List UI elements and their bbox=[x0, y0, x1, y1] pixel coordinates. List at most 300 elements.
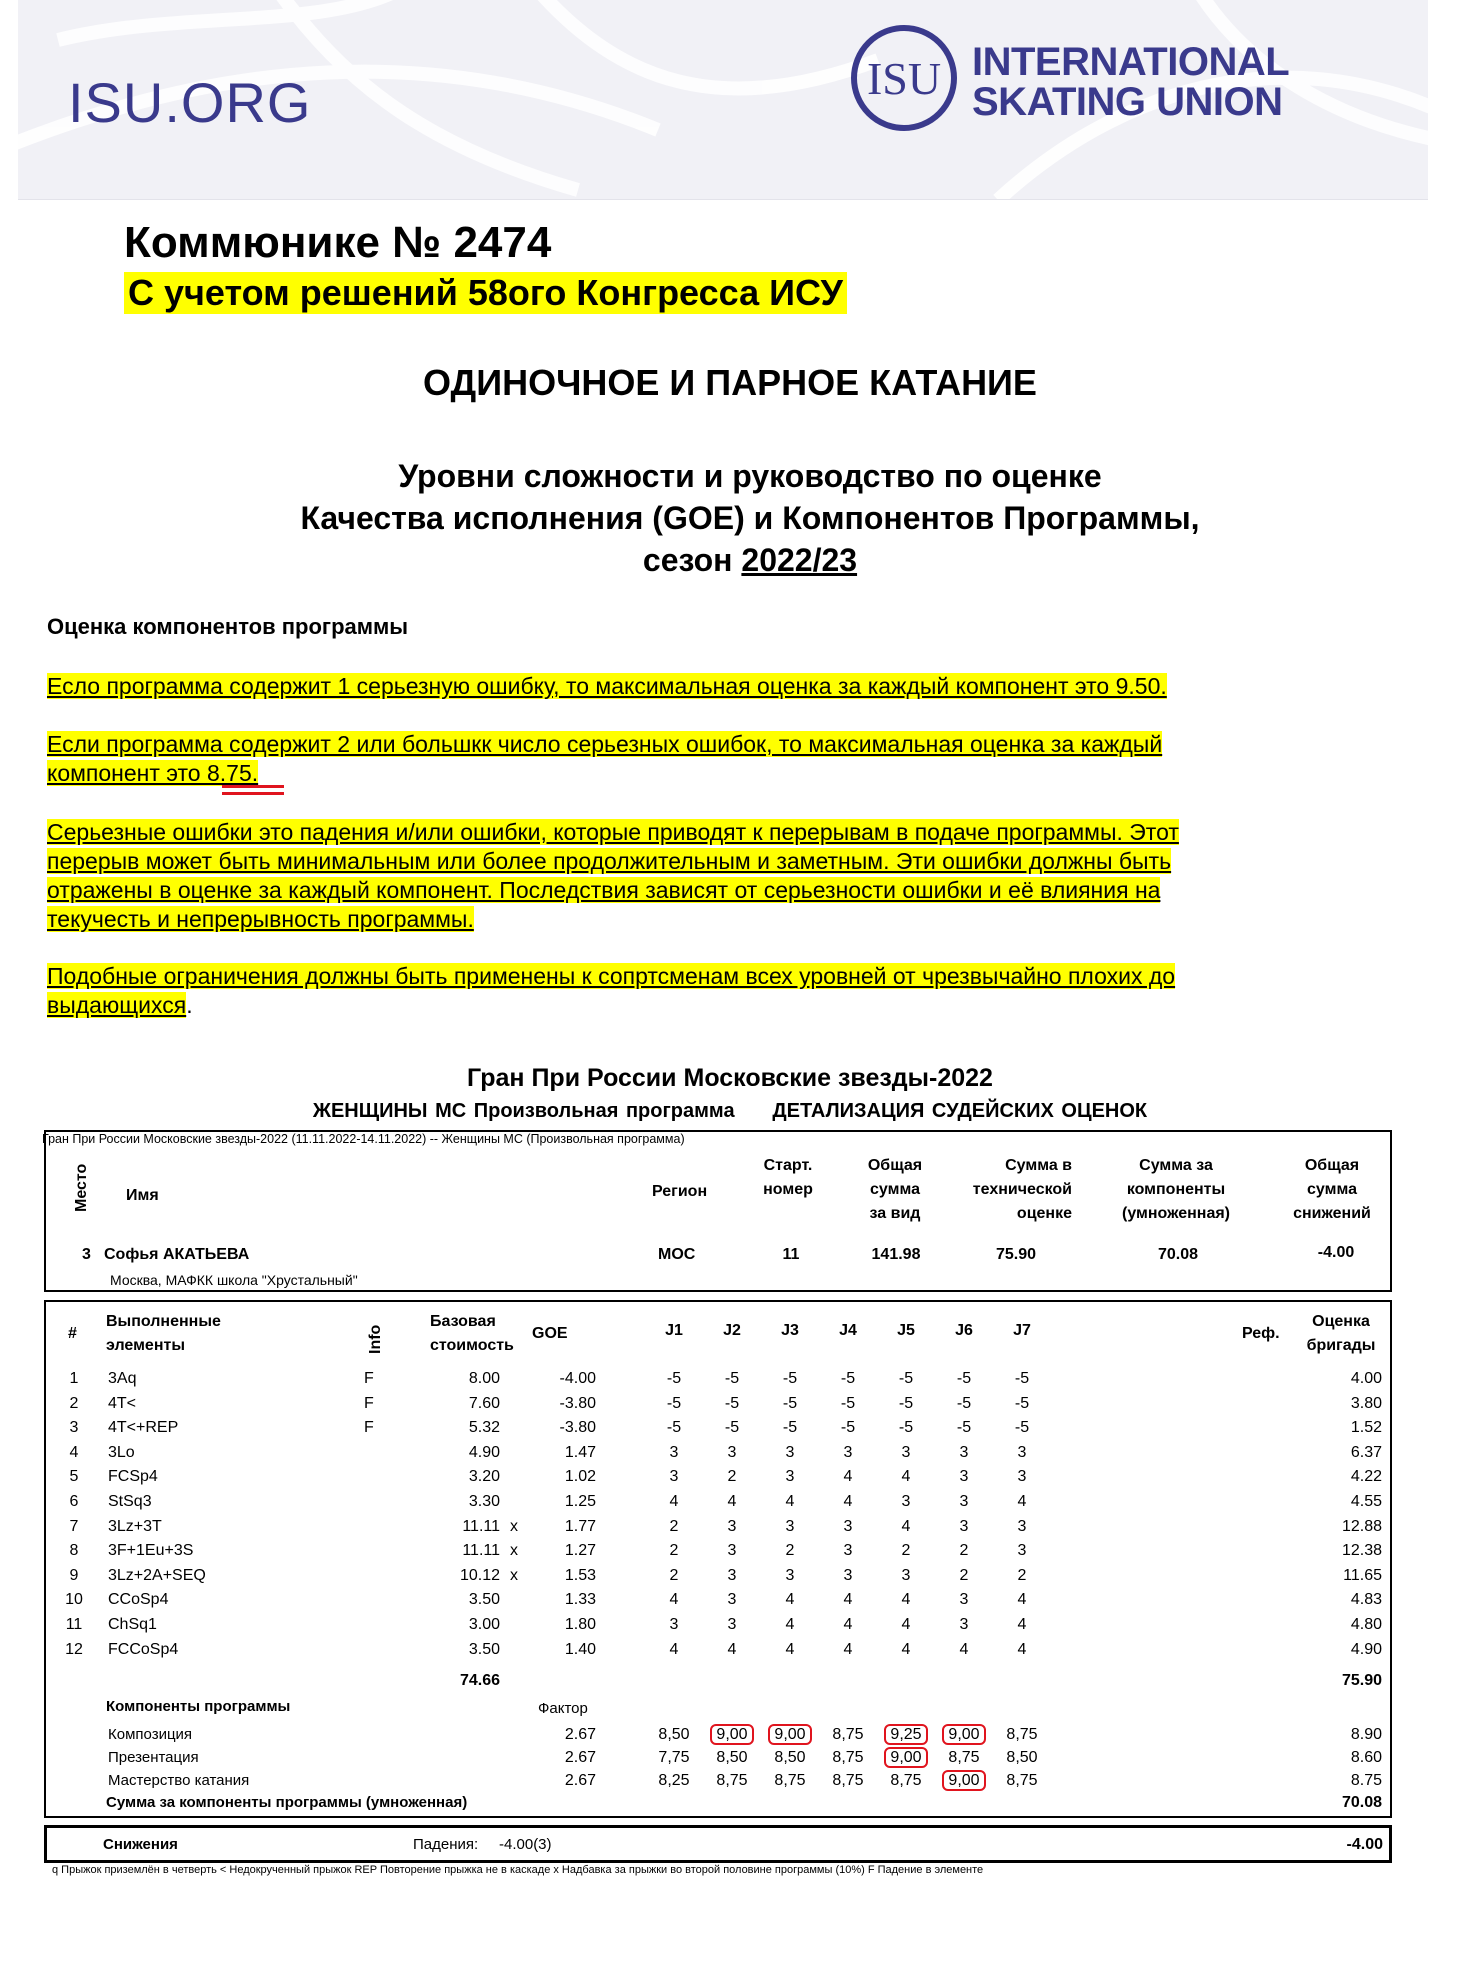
judge-header-6: J6 bbox=[955, 1322, 973, 1339]
element-goe: -3.80 bbox=[559, 1394, 596, 1412]
document-subtitle: С учетом решений 58ого Конгресса ИСУ bbox=[124, 272, 847, 314]
component-judge-score-value: 8,50 bbox=[716, 1749, 748, 1766]
component-judge-score bbox=[644, 1749, 704, 1767]
element-judge-score: -5 bbox=[782, 1394, 798, 1412]
component-judge-score bbox=[818, 1726, 878, 1744]
skater-deductions: -4.00 bbox=[1317, 1244, 1355, 1261]
element-code: CCoSp4 bbox=[108, 1591, 169, 1609]
element-judge-score: 4 bbox=[727, 1493, 737, 1510]
document-title: Коммюнике № 2474 bbox=[124, 218, 552, 267]
component-judge-score bbox=[876, 1772, 936, 1790]
element-judge-score: 3 bbox=[727, 1566, 737, 1584]
element-base-value: 3.30 bbox=[468, 1493, 500, 1510]
element-code: 3Lz+2A+SEQ bbox=[108, 1566, 206, 1584]
paragraph-4 bbox=[47, 962, 1347, 1020]
element-number: 2 bbox=[69, 1394, 79, 1412]
header-place: Место bbox=[73, 1163, 90, 1213]
element-number: 10 bbox=[65, 1591, 83, 1609]
header-ded-line-2: сумма bbox=[1307, 1181, 1357, 1198]
heading-line-1: Уровни сложности и руководство по оценке bbox=[398, 458, 1102, 494]
paragraph-1 bbox=[47, 672, 1347, 701]
element-code: ChSq1 bbox=[108, 1616, 157, 1633]
component-score: 8.75 bbox=[1350, 1772, 1382, 1789]
component-judge-score-value: 9,00 bbox=[942, 1770, 985, 1791]
falls-value: -4.00(3) bbox=[499, 1836, 552, 1853]
element-judge-score: 3 bbox=[959, 1591, 969, 1609]
skater-club: Москва, МАФКК школа "Хрустальный" bbox=[110, 1272, 358, 1288]
judge-header-1: J1 bbox=[665, 1322, 683, 1339]
element-judge-score: 3 bbox=[727, 1616, 737, 1633]
element-panel-score: 3.80 bbox=[1350, 1394, 1382, 1412]
element-judge-score: 4 bbox=[669, 1591, 679, 1609]
paragraph-3-line-4: текучесть и непрерывность программы. bbox=[47, 906, 474, 932]
element-judge-score: -5 bbox=[666, 1394, 682, 1412]
component-score: 8.90 bbox=[1350, 1726, 1382, 1743]
header-start bbox=[748, 1154, 828, 1202]
element-panel-score: 4.80 bbox=[1350, 1616, 1382, 1633]
paragraph-4-line-1: Подобные ограничения должны быть применены к сопртсменам всех уровней от чрезвычайно плохих до bbox=[47, 963, 1176, 989]
isu-logo-text bbox=[972, 42, 1289, 122]
element-code: 3Aq bbox=[108, 1370, 137, 1387]
pc-heading: Оценка компонентов программы bbox=[47, 614, 409, 639]
element-judge-score: 3 bbox=[959, 1616, 969, 1633]
element-judge-score: 3 bbox=[959, 1493, 969, 1510]
elements-header-goe: GOE bbox=[532, 1325, 568, 1342]
skater-region: МОС bbox=[658, 1246, 696, 1263]
component-judge-score-circled bbox=[702, 1726, 762, 1744]
element-judge-score: 2 bbox=[959, 1566, 969, 1584]
logo-line-2: SKATING UNION bbox=[972, 80, 1283, 124]
header-tes-line-3: оценке bbox=[1016, 1205, 1072, 1222]
section-title: ОДИНОЧНОЕ И ПАРНОЕ КАТАНИЕ bbox=[423, 362, 1037, 403]
element-base-value: 3.50 bbox=[468, 1640, 500, 1658]
element-judge-score: 4 bbox=[843, 1591, 853, 1609]
element-goe: 1.80 bbox=[564, 1616, 596, 1633]
header-ded-line-3: снижений bbox=[1293, 1205, 1371, 1222]
element-number: 8 bbox=[69, 1542, 79, 1560]
element-panel-score: 4.22 bbox=[1350, 1468, 1382, 1486]
header-total-line-2: сумма bbox=[870, 1181, 920, 1198]
element-base-value: 7.60 bbox=[468, 1394, 500, 1412]
element-base-value: 3.00 bbox=[468, 1616, 500, 1633]
element-judge-score: 4 bbox=[727, 1640, 737, 1658]
paragraph-2-line-1: Если программа содержит 2 или большкк число серьезных ошибок, то максимальная оценка за каждый bbox=[47, 731, 1163, 757]
paragraph-3-line-2: перерыв может быть минимальным или более продолжительным и заметным. Эти ошибки должны быть bbox=[47, 848, 1172, 874]
season-prefix: сезон bbox=[642, 542, 742, 578]
element-judge-score: -5 bbox=[1014, 1370, 1030, 1387]
component-name: Презентация bbox=[108, 1749, 199, 1766]
component-judge-score-circled bbox=[760, 1726, 820, 1744]
element-judge-score: -5 bbox=[898, 1419, 914, 1437]
paragraph-3-line-1: Серьезные ошибки это падения и/или ошибки, которые приводят к перерывам в подаче программы. Этот bbox=[47, 819, 1179, 845]
element-judge-score: 2 bbox=[727, 1468, 737, 1486]
component-factor: 2.67 bbox=[564, 1726, 596, 1743]
component-judge-score-value: 9,00 bbox=[768, 1724, 811, 1745]
element-panel-score: 4.83 bbox=[1350, 1591, 1382, 1609]
judge-header-5: J5 bbox=[897, 1322, 915, 1339]
skater-total: 141.98 bbox=[871, 1246, 921, 1263]
element-judge-score: 3 bbox=[785, 1443, 795, 1461]
header-pcs-line-3: (умноженная) bbox=[1122, 1205, 1230, 1222]
component-judge-score-value: 8,50 bbox=[658, 1726, 690, 1743]
header-deductions bbox=[1282, 1154, 1382, 1226]
element-base-value: 11.11 bbox=[462, 1542, 500, 1560]
components-label: Компоненты программы bbox=[106, 1698, 291, 1715]
element-code: 3F+1Eu+3S bbox=[108, 1542, 194, 1560]
component-judge-score-circled bbox=[934, 1726, 994, 1744]
header-tes bbox=[936, 1154, 1072, 1226]
element-judge-score: -5 bbox=[724, 1394, 740, 1412]
element-base-value: 3.20 bbox=[468, 1468, 500, 1486]
skater-name: Софья АКАТЬЕВА bbox=[104, 1246, 250, 1263]
element-base-value: 3.50 bbox=[468, 1591, 500, 1609]
component-factor: 2.67 bbox=[564, 1749, 596, 1766]
element-code: 4T< bbox=[108, 1394, 137, 1412]
element-judge-score: 4 bbox=[843, 1640, 853, 1658]
elements-header-elements-2: элементы bbox=[106, 1337, 185, 1354]
element-judge-score: 4 bbox=[669, 1640, 679, 1658]
element-judge-score: 4 bbox=[785, 1616, 795, 1633]
header-pcs-line-1: Сумма за bbox=[1139, 1157, 1213, 1174]
element-panel-score: 4.90 bbox=[1350, 1640, 1382, 1658]
header-total-line-1: Общая bbox=[867, 1157, 923, 1174]
header-start-line-2: номер bbox=[763, 1181, 813, 1198]
paragraph-3-line-3: отражены в оценке за каждый компонент. Последствия зависят от серьезности ошибки и её влияния на bbox=[47, 877, 1161, 903]
element-judge-score: 3 bbox=[1017, 1542, 1027, 1560]
skater-start: 11 bbox=[782, 1246, 800, 1263]
element-judge-score: 4 bbox=[843, 1493, 853, 1510]
paragraph-4-line-2: выдающихся bbox=[47, 992, 187, 1018]
component-judge-score-value: 8,75 bbox=[774, 1772, 806, 1789]
paragraph-2-line-2: компонент это 8.75. bbox=[47, 760, 259, 786]
element-number: 1 bbox=[69, 1370, 79, 1387]
element-judge-score: 4 bbox=[1017, 1591, 1027, 1609]
component-judge-score-value: 9,00 bbox=[710, 1724, 753, 1745]
element-number: 4 bbox=[69, 1443, 79, 1461]
element-base-value: 8.00 bbox=[468, 1370, 500, 1387]
element-judge-score: -5 bbox=[840, 1394, 856, 1412]
element-judge-score: -5 bbox=[666, 1370, 682, 1387]
element-judge-score: 3 bbox=[669, 1468, 679, 1486]
element-judge-score: -5 bbox=[724, 1370, 740, 1387]
component-judge-score bbox=[644, 1772, 704, 1790]
component-judge-score-circled bbox=[876, 1726, 936, 1744]
header-ded-line-1: Общая bbox=[1304, 1157, 1360, 1174]
component-name: Мастерство катания bbox=[108, 1772, 250, 1789]
element-judge-score: 3 bbox=[959, 1517, 969, 1535]
element-judge-score: 4 bbox=[1017, 1493, 1027, 1510]
element-judge-score: 4 bbox=[1017, 1616, 1027, 1633]
element-info: F bbox=[364, 1419, 374, 1437]
component-judge-score-circled bbox=[934, 1772, 994, 1790]
protocol-title: Гран При России Московские звезды-2022 bbox=[467, 1064, 993, 1092]
pcs-sum-value: 70.08 bbox=[1341, 1794, 1382, 1811]
element-number: 12 bbox=[65, 1640, 83, 1658]
header-tes-line-1: Сумма в bbox=[1005, 1157, 1072, 1174]
element-judge-score: 3 bbox=[785, 1468, 795, 1486]
skater-summary-box bbox=[44, 1130, 1392, 1292]
logo-line-1: INTERNATIONAL bbox=[972, 40, 1290, 84]
element-judge-score: -5 bbox=[666, 1419, 682, 1437]
component-judge-score-value: 9,00 bbox=[942, 1724, 985, 1745]
element-goe: -3.80 bbox=[559, 1419, 596, 1437]
element-judge-score: 2 bbox=[1017, 1566, 1027, 1584]
component-name: Композиция bbox=[108, 1726, 193, 1743]
paragraph-1-text: Есло программа содержит 1 серьезную ошибку, то максимальная оценка за каждый компонент это 9.50. bbox=[47, 673, 1167, 699]
protocol-caption: Гран При России Московские звезды-2022 (11.11.2022-14.11.2022) -- Женщины МС (Произвольная программа) bbox=[42, 1132, 685, 1146]
element-bonus-marker: x bbox=[510, 1517, 518, 1535]
header-name: Имя bbox=[126, 1187, 159, 1204]
protocol-subtitle-detail: ДЕТАЛИЗАЦИЯ СУДЕЙСКИХ ОЦЕНОК bbox=[772, 1100, 1148, 1122]
element-judge-score: -5 bbox=[898, 1370, 914, 1387]
falls-label: Падения: bbox=[413, 1836, 479, 1853]
header-region: Регион bbox=[652, 1183, 708, 1200]
skater-tes: 75.90 bbox=[995, 1246, 1037, 1263]
tes-total: 75.90 bbox=[1341, 1672, 1382, 1689]
judge-header-7: J7 bbox=[1013, 1322, 1031, 1339]
component-factor: 2.67 bbox=[564, 1772, 596, 1789]
element-base-value: 4.90 bbox=[468, 1443, 500, 1461]
element-judge-score: 4 bbox=[901, 1468, 911, 1486]
element-code: 3Lz+3T bbox=[108, 1517, 162, 1535]
element-judge-score: -5 bbox=[1014, 1394, 1030, 1412]
element-judge-score: -5 bbox=[724, 1419, 740, 1437]
header-start-line-1: Старт. bbox=[763, 1157, 813, 1174]
component-judge-score-value: 7,75 bbox=[658, 1749, 690, 1766]
component-judge-score bbox=[818, 1772, 878, 1790]
element-judge-score: 2 bbox=[959, 1542, 969, 1560]
element-judge-score: 2 bbox=[901, 1542, 911, 1560]
element-judge-score: -5 bbox=[898, 1394, 914, 1412]
component-judge-score-value: 8,75 bbox=[832, 1749, 864, 1766]
component-judge-score-value: 8,75 bbox=[890, 1772, 922, 1789]
elements-header-elements-1: Выполненные bbox=[106, 1313, 221, 1330]
element-judge-score: 4 bbox=[843, 1616, 853, 1633]
paragraph-2 bbox=[47, 730, 1347, 788]
element-judge-score: 4 bbox=[669, 1493, 679, 1510]
paragraph-3 bbox=[47, 818, 1347, 934]
element-judge-score: 3 bbox=[727, 1517, 737, 1535]
element-goe: -4.00 bbox=[559, 1370, 596, 1387]
heading-line-2: Качества исполнения (GOE) и Компонентов Программы, bbox=[300, 500, 1200, 536]
element-code: StSq3 bbox=[108, 1493, 152, 1510]
elements-header-base-1: Базовая bbox=[430, 1313, 496, 1330]
element-goe: 1.25 bbox=[564, 1493, 596, 1510]
component-judge-score-value: 8,75 bbox=[1006, 1772, 1038, 1789]
elements-header-base-2: стоимость bbox=[430, 1337, 514, 1354]
component-judge-score-value: 8,50 bbox=[774, 1749, 806, 1766]
skater-pcs: 70.08 bbox=[1157, 1246, 1199, 1263]
element-panel-score: 6.37 bbox=[1350, 1443, 1382, 1461]
element-judge-score: 3 bbox=[1017, 1443, 1027, 1461]
protocol-subtitle-event: ЖЕНЩИНЫ МС Произвольная программа bbox=[312, 1100, 735, 1122]
component-judge-score-value: 8,75 bbox=[948, 1749, 980, 1766]
element-goe: 1.47 bbox=[564, 1443, 596, 1461]
element-judge-score: -5 bbox=[782, 1370, 798, 1387]
component-judge-score bbox=[818, 1749, 878, 1767]
elements-header-info: Info bbox=[367, 1324, 384, 1354]
element-judge-score: -5 bbox=[956, 1370, 972, 1387]
element-number: 3 bbox=[69, 1419, 79, 1437]
paragraph-4-end: . bbox=[186, 992, 193, 1018]
element-number: 5 bbox=[69, 1468, 79, 1486]
element-panel-score: 1.52 bbox=[1350, 1419, 1382, 1437]
element-base-value: 11.11 bbox=[462, 1517, 500, 1535]
element-judge-score: 3 bbox=[843, 1517, 853, 1535]
element-judge-score: 3 bbox=[1017, 1468, 1027, 1486]
element-judge-score: -5 bbox=[782, 1419, 798, 1437]
elements-header-score-2: бригады bbox=[1306, 1337, 1376, 1354]
element-judge-score: 3 bbox=[843, 1566, 853, 1584]
element-judge-score: 3 bbox=[959, 1468, 969, 1486]
deductions-box bbox=[44, 1825, 1392, 1863]
elements-header-num: # bbox=[68, 1325, 77, 1342]
element-judge-score: 3 bbox=[901, 1566, 911, 1584]
element-number: 11 bbox=[65, 1616, 83, 1633]
element-base-value: 5.32 bbox=[468, 1419, 500, 1437]
component-judge-score-value: 8,25 bbox=[658, 1772, 690, 1789]
element-judge-score: -5 bbox=[840, 1419, 856, 1437]
element-judge-score: 3 bbox=[669, 1443, 679, 1461]
element-judge-score: 3 bbox=[959, 1443, 969, 1461]
element-judge-score: 3 bbox=[901, 1493, 911, 1510]
element-judge-score: -5 bbox=[956, 1394, 972, 1412]
judge-header-4: J4 bbox=[839, 1322, 857, 1339]
element-bonus-marker: x bbox=[510, 1566, 518, 1584]
element-judge-score: 3 bbox=[1017, 1517, 1027, 1535]
protocol-subtitle bbox=[0, 1100, 1460, 1123]
element-goe: 1.33 bbox=[564, 1591, 596, 1609]
skater-place: 3 bbox=[82, 1246, 91, 1263]
header-pcs bbox=[1106, 1154, 1246, 1226]
component-judge-score-circled bbox=[876, 1749, 936, 1767]
elements-header-elements bbox=[106, 1310, 221, 1358]
element-code: 3Lo bbox=[108, 1443, 135, 1461]
element-judge-score: 4 bbox=[785, 1640, 795, 1658]
element-judge-score: 4 bbox=[901, 1616, 911, 1633]
component-judge-score-value: 9,25 bbox=[884, 1724, 927, 1745]
element-judge-score: 4 bbox=[901, 1591, 911, 1609]
elements-box bbox=[44, 1300, 1392, 1818]
element-goe: 1.53 bbox=[564, 1566, 596, 1584]
base-total: 74.66 bbox=[459, 1672, 500, 1689]
element-judge-score: 3 bbox=[727, 1591, 737, 1609]
element-judge-score: -5 bbox=[1014, 1419, 1030, 1437]
heading-line-3 bbox=[0, 542, 1460, 579]
element-judge-score: 3 bbox=[843, 1542, 853, 1560]
pcs-sum-label: Сумма за компоненты программы (умноженная) bbox=[106, 1794, 468, 1811]
season-value: 2022/23 bbox=[741, 542, 858, 578]
judge-header-2: J2 bbox=[723, 1322, 741, 1339]
element-judge-score: 3 bbox=[727, 1542, 737, 1560]
element-number: 9 bbox=[69, 1566, 79, 1584]
element-judge-score: 4 bbox=[785, 1493, 795, 1510]
element-judge-score: 3 bbox=[901, 1443, 911, 1461]
element-judge-score: 4 bbox=[843, 1468, 853, 1486]
component-judge-score-value: 8,75 bbox=[832, 1726, 864, 1743]
deductions-label: Снижения bbox=[103, 1836, 178, 1853]
element-judge-score: -5 bbox=[840, 1370, 856, 1387]
element-panel-score: 12.88 bbox=[1341, 1517, 1382, 1535]
element-goe: 1.02 bbox=[564, 1468, 596, 1486]
judge-header-3: J3 bbox=[781, 1322, 799, 1339]
element-panel-score: 11.65 bbox=[1343, 1566, 1382, 1584]
component-judge-score-value: 8,75 bbox=[832, 1772, 864, 1789]
element-judge-score: 3 bbox=[843, 1443, 853, 1461]
element-goe: 1.40 bbox=[564, 1640, 596, 1658]
factor-label: Фактор bbox=[538, 1700, 588, 1717]
component-judge-score-value: 8,50 bbox=[1006, 1749, 1038, 1766]
component-judge-score bbox=[934, 1749, 994, 1767]
element-panel-score: 12.38 bbox=[1341, 1542, 1382, 1560]
component-judge-score-value: 8,75 bbox=[716, 1772, 748, 1789]
element-number: 6 bbox=[69, 1493, 79, 1510]
element-base-value: 10.12 bbox=[459, 1566, 500, 1584]
element-judge-score: 2 bbox=[785, 1542, 795, 1560]
element-judge-score: 3 bbox=[785, 1566, 795, 1584]
abbreviations-footnote: q Прыжок приземлён в четверть < Недокрученный прыжок REP Повторение прыжка не в каскаде x Надбавка за прыжки во второй половине программы (10%) F Падение в элементе bbox=[52, 1864, 984, 1876]
header-total bbox=[850, 1154, 940, 1226]
element-number: 7 bbox=[69, 1517, 79, 1535]
element-goe: 1.27 bbox=[564, 1542, 596, 1560]
deductions-total: -4.00 bbox=[1346, 1836, 1383, 1853]
element-judge-score: 2 bbox=[669, 1517, 679, 1535]
element-judge-score: 3 bbox=[727, 1443, 737, 1461]
logo-seal-text: ISU bbox=[866, 53, 942, 104]
red-double-underline-annotation bbox=[222, 785, 284, 795]
site-url[interactable]: ISU.ORG bbox=[68, 71, 312, 134]
element-info: F bbox=[364, 1394, 374, 1412]
element-panel-score: 4.55 bbox=[1350, 1493, 1382, 1510]
component-judge-score bbox=[702, 1772, 762, 1790]
header-pcs-line-2: компоненты bbox=[1126, 1181, 1226, 1198]
element-judge-score: -5 bbox=[956, 1419, 972, 1437]
element-code: FCCoSp4 bbox=[108, 1640, 179, 1658]
component-score: 8.60 bbox=[1350, 1749, 1382, 1766]
element-judge-score: 4 bbox=[901, 1517, 911, 1535]
header-tes-line-2: технической bbox=[972, 1181, 1072, 1198]
component-judge-score bbox=[992, 1726, 1052, 1744]
component-judge-score bbox=[992, 1749, 1052, 1767]
element-judge-score: 3 bbox=[669, 1616, 679, 1633]
elements-header-ref: Реф. bbox=[1242, 1325, 1280, 1342]
element-bonus-marker: x bbox=[510, 1542, 518, 1560]
element-judge-score: 2 bbox=[669, 1566, 679, 1584]
element-judge-score: 4 bbox=[901, 1640, 911, 1658]
element-judge-score: 4 bbox=[959, 1640, 969, 1658]
element-judge-score: 3 bbox=[785, 1517, 795, 1535]
element-judge-score: 2 bbox=[669, 1542, 679, 1560]
component-judge-score-value: 9,00 bbox=[884, 1747, 927, 1768]
component-judge-score bbox=[760, 1772, 820, 1790]
element-code: 4T<+REP bbox=[108, 1419, 179, 1437]
element-code: FCSp4 bbox=[108, 1468, 158, 1486]
element-judge-score: 4 bbox=[1017, 1640, 1027, 1658]
elements-header-base bbox=[430, 1310, 514, 1358]
element-panel-score: 4.00 bbox=[1350, 1370, 1382, 1387]
elements-header-score-1: Оценка bbox=[1312, 1313, 1370, 1330]
component-judge-score bbox=[992, 1772, 1052, 1790]
component-judge-score bbox=[702, 1749, 762, 1767]
component-judge-score bbox=[644, 1726, 704, 1744]
component-judge-score-value: 8,75 bbox=[1006, 1726, 1038, 1743]
elements-header-score bbox=[1296, 1310, 1386, 1358]
element-info: F bbox=[364, 1370, 374, 1387]
component-judge-score bbox=[760, 1749, 820, 1767]
isu-logo-icon bbox=[848, 22, 960, 134]
element-goe: 1.77 bbox=[564, 1517, 596, 1535]
element-judge-score: 4 bbox=[785, 1591, 795, 1609]
